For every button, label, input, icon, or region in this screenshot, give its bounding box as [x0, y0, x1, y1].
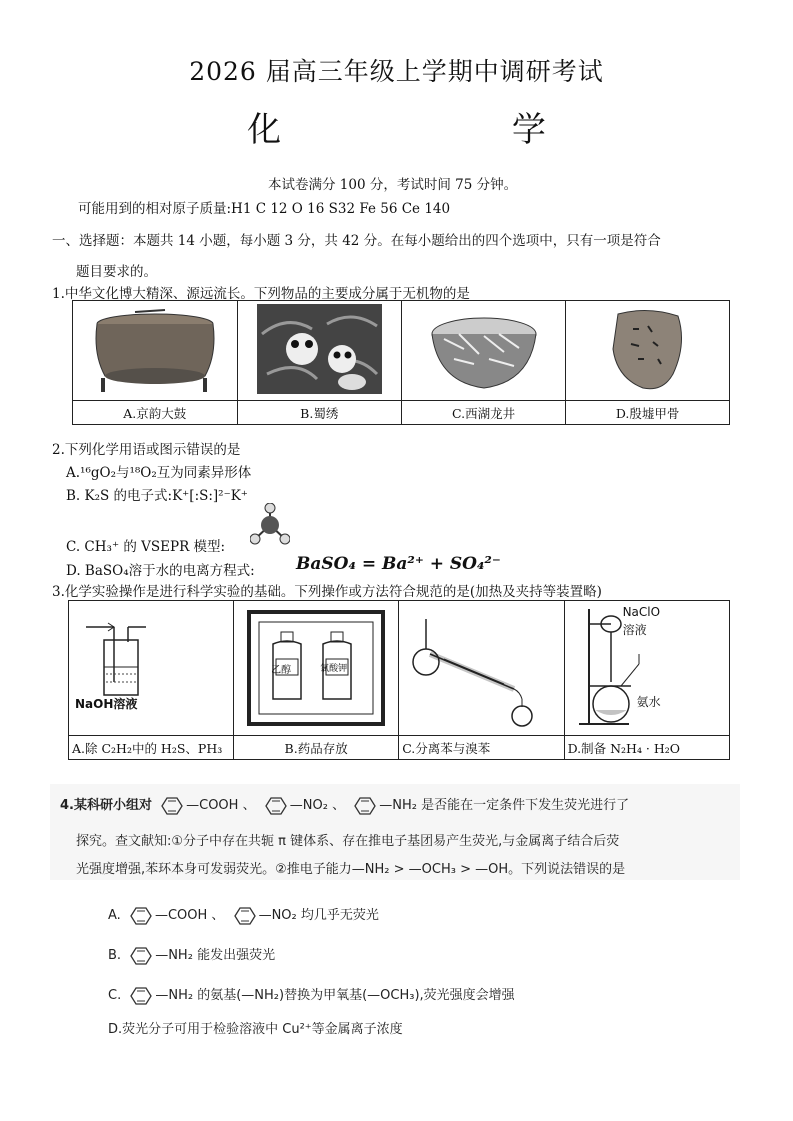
option-label: A. [108, 908, 121, 923]
ethanol-label: 乙醇 [271, 665, 292, 676]
q1-option-d: D.殷墟甲骨 [566, 401, 730, 425]
section-heading-cont: 题目要求的。 [76, 264, 157, 280]
q3-option-b: B.药品存放 [234, 736, 399, 760]
gas-wash-apparatus [69, 601, 234, 736]
oracle-bone-image [566, 301, 730, 401]
option-label: C. [108, 988, 122, 1003]
q2-option-b: B. K₂S 的电子式:K⁺[:S:]²⁻K⁺ [66, 488, 248, 504]
q4-stem-line1 [60, 794, 629, 817]
separator: 、 [242, 798, 256, 813]
q3-option-a: A.除 C₂H₂中的 H₂S、PH₃ [69, 736, 234, 760]
kclo3-label: 氯酸钾 [320, 664, 348, 674]
ammonia-label: 氨水 [636, 695, 661, 709]
q1-option-b: B.蜀绣 [237, 401, 401, 425]
solution-label: 溶液 [622, 623, 647, 637]
benzene-ring-icon [125, 985, 155, 1007]
atomic-mass-line: 可能用到的相对原子质量:H1 C 12 O 16 S32 Fe 56 Ce 140 [78, 201, 451, 217]
subject-title: 化 学 [247, 110, 656, 150]
nh2-group: —NH₂ [379, 798, 417, 813]
benzene-ring-icon [349, 795, 379, 817]
nh2-group: —NH₂ [155, 948, 193, 963]
preparation-apparatus [564, 601, 729, 736]
q4-option-b [108, 944, 275, 967]
q4-stem-line3: 光强度增强,苯环本身可发弱荧光。②推电子能力—NH₂ > —OCH₃ > —OH。下列说法错误的是 [76, 862, 626, 877]
option-text: 能发出强荧光 [197, 948, 276, 963]
q3-option-c: C.分离苯与溴苯 [399, 736, 564, 760]
option-text: 的氨基(—NH₂)替换为甲氧基(—OCH₃),荧光强度会增强 [197, 988, 515, 1003]
q4-stem-end: 是否能在一定条件下发生荧光进行了 [421, 798, 630, 813]
naoh-label: NaOH溶液 [75, 697, 138, 711]
benzene-ring-icon [156, 795, 186, 817]
q2-option-c: C. CH₃⁺ 的 VSEPR 模型: [66, 539, 226, 555]
naclo-label: NaClO [622, 605, 661, 619]
reagent-storage [234, 601, 399, 736]
q4-stem-line2: 探究。查文献知:①分子中存在共轭 π 键体系、存在推电子基团易产生荧光,与金属离子结合后荧 [76, 834, 620, 849]
q1-stem: 1.中华文化博大精深、源远流长。下列物品的主要成分属于无机物的是 [52, 286, 470, 302]
q3-option-d: D.制备 N₂H₄ · H₂O [564, 736, 729, 760]
q4-option-c [108, 984, 515, 1007]
exam-title: 2026 届高三年级上学期中调研考试 [189, 57, 604, 86]
q3-table [68, 600, 730, 760]
benzene-ring-icon [125, 905, 155, 927]
q2-option-d: D. BaSO₄溶于水的电离方程式: [66, 563, 255, 579]
q4-option-d: D.荧光分子可用于检验溶液中 Cu²⁺等金属离子浓度 [108, 1022, 403, 1037]
exam-info: 本试卷满分 100 分，考试时间 75 分钟。 [268, 177, 518, 193]
q2-stem: 2.下列化学用语或图示错误的是 [52, 442, 241, 458]
option-label: B. [108, 948, 122, 963]
no2-group: —NO₂ [258, 908, 297, 923]
ionization-equation: BaSO₄ = Ba²⁺ + SO₄²⁻ [296, 554, 501, 574]
q1-option-a: A.京韵大鼓 [73, 401, 238, 425]
no2-group: —NO₂ [289, 798, 328, 813]
tea-image [401, 301, 565, 401]
q1-option-c: C.西湖龙井 [401, 401, 565, 425]
q4-option-a [108, 904, 379, 927]
nh2-group: —NH₂ [155, 988, 194, 1003]
distillation-apparatus [399, 601, 564, 736]
option-text: 均几乎无荧光 [300, 908, 379, 923]
benzene-ring-icon [125, 945, 155, 967]
separator: 、 [211, 908, 225, 923]
q3-stem: 3.化学实验操作是进行科学实验的基础。下列操作或方法符合规范的是(加热及夹持等装置略) [52, 584, 602, 600]
cooh-group: —COOH [186, 798, 239, 813]
cooh-group: —COOH [154, 908, 208, 923]
benzene-ring-icon [229, 905, 259, 927]
q1-table [72, 300, 730, 425]
q4-stem-start: 4.某科研小组对 [60, 798, 152, 813]
embroidery-image [237, 301, 401, 401]
benzene-ring-icon [260, 795, 290, 817]
q2-option-a: A.¹⁶gO₂与¹⁸O₂互为同素异形体 [66, 465, 252, 481]
section-heading: 一、选择题：本题共 14 小题，每小题 3 分，共 42 分。在每小题给出的四个选项中，只有一项是符合 [52, 233, 661, 249]
vsepr-model-icon [250, 503, 290, 547]
drum-image [73, 301, 238, 401]
separator: 、 [332, 798, 346, 813]
